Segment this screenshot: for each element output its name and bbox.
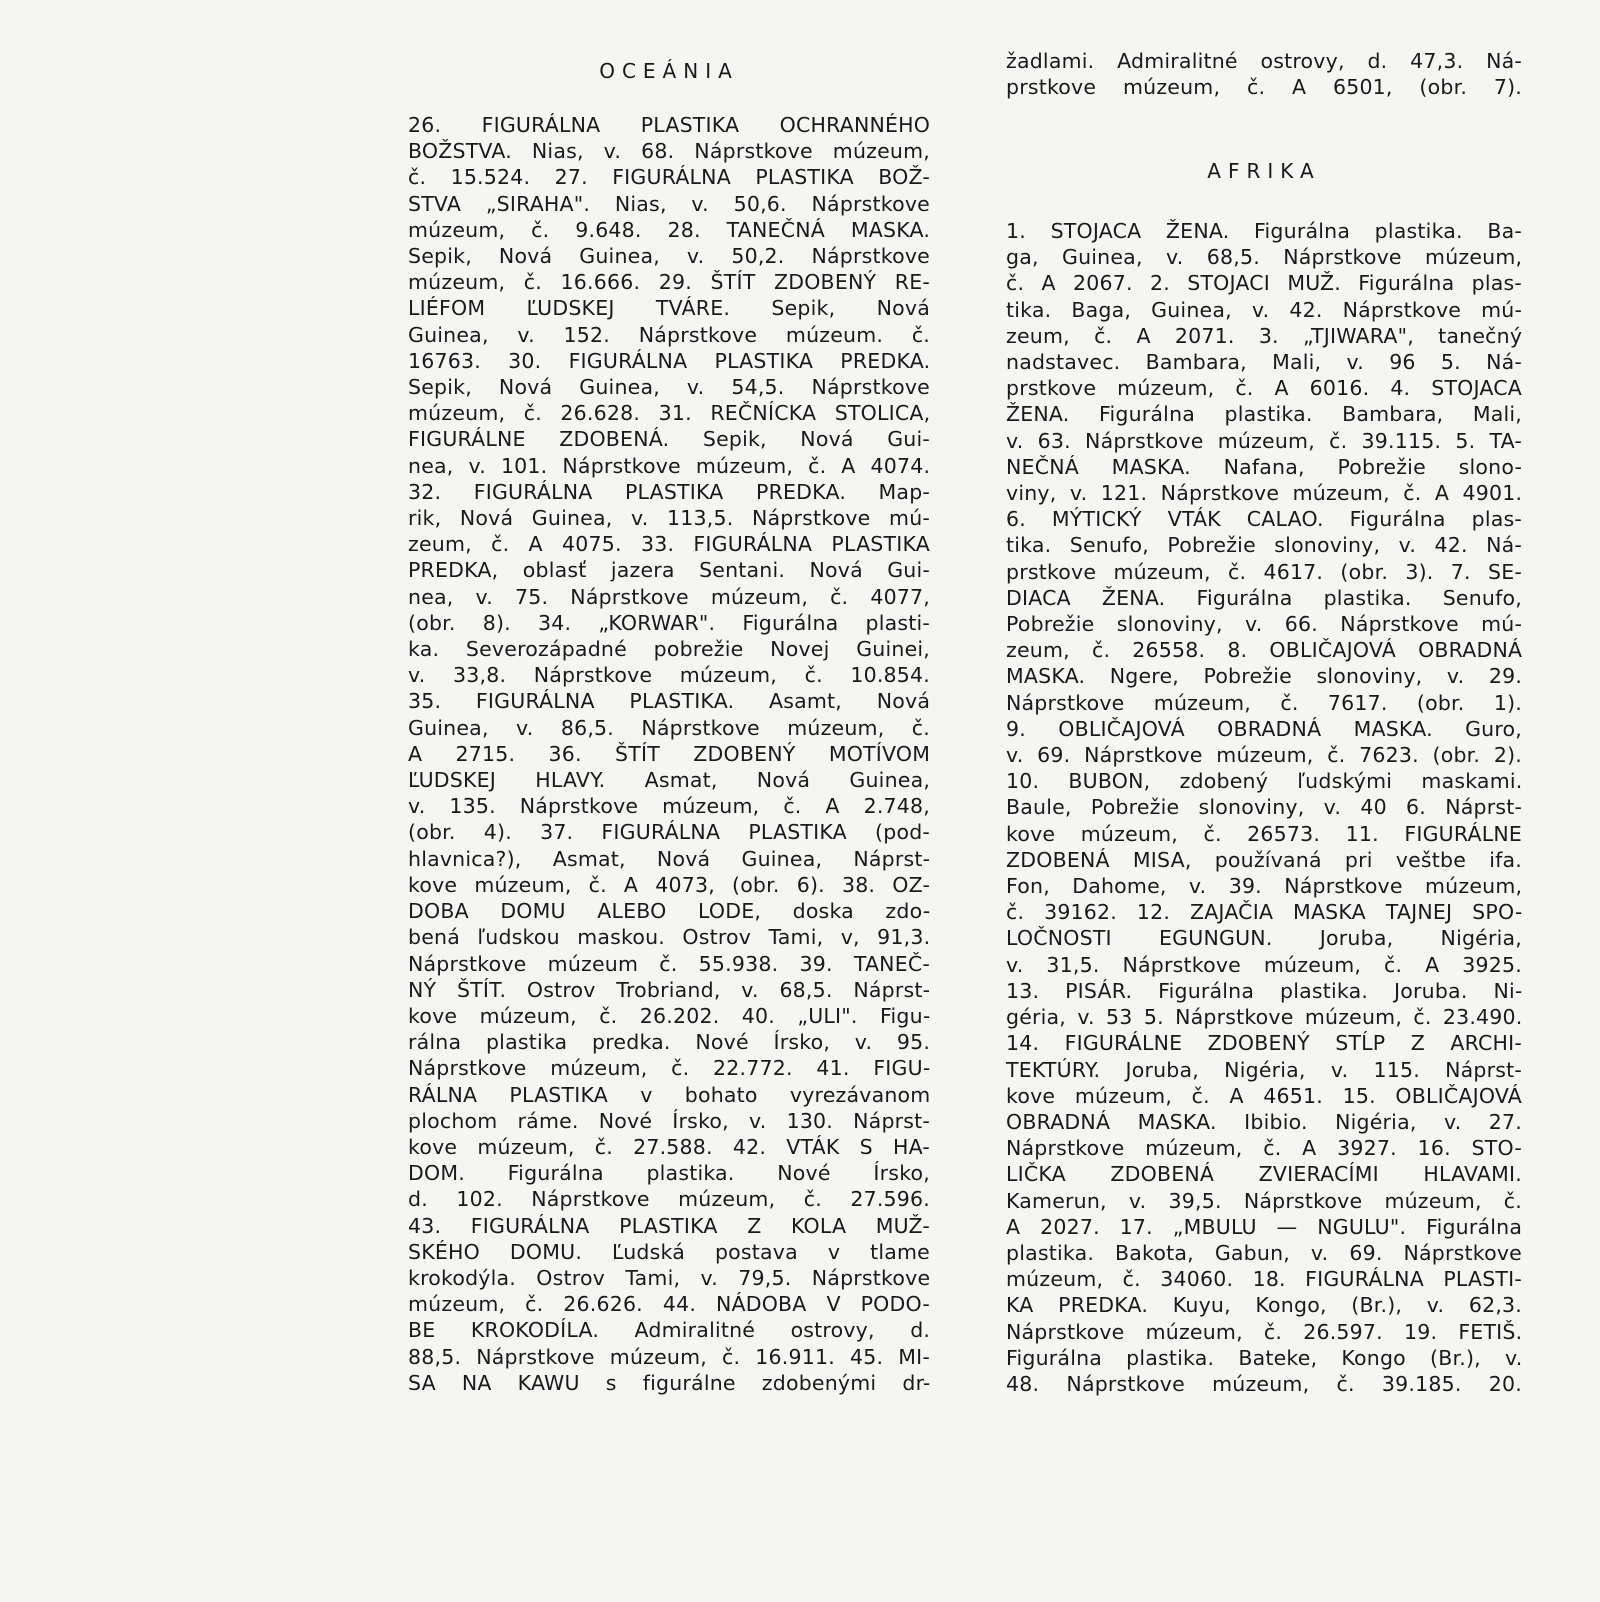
text-line: hlavnica?), Asmat, Nová Guinea, Náprst- [408,846,931,871]
text-line: Sepik, Nová Guinea, v. 54,5. Náprstkove [408,375,930,400]
text-line: géria, v. 53 5. Náprstkove múzeum, č. 23.490. [1006,1005,1523,1030]
text-line: OBRADNÁ MASKA. Ibibio. Nigéria, v. 27. [1006,1109,1522,1134]
text-line: kove múzeum, č. A 4651. 15. OBLIČAJOVÁ [1006,1083,1522,1108]
text-line: prstkove múzeum, č. A 6016. 4. STOJACA [1006,376,1522,401]
text-line: NEČNÁ MASKA. Nafana, Pobrežie slono- [1006,454,1523,479]
text-line: A 2027. 17. „MBULU — NGULU". Figurálna [1006,1214,1523,1239]
text-line: nadstavec. Bambara, Mali, v. 96 5. Ná- [1006,350,1522,375]
text-line: STVA „SIRAHA". Nias, v. 50,6. Náprstkove [408,191,930,216]
text-line: RÁLNA PLASTIKA v bohato vyrezávanom [408,1082,931,1107]
text-line: NÝ ŠTÍT. Ostrov Trobriand, v. 68,5. Náprst- [408,977,931,1002]
text-line: 9. OBLIČAJOVÁ OBRADNÁ MASKA. Guro, [1006,716,1522,741]
text-line: d. 102. Náprstkove múzeum, č. 27.596. [408,1187,930,1212]
text-line: plastika. Bakota, Gabun, v. 69. Náprstkove [1006,1240,1522,1265]
text-line: rálna plastika predka. Nové Írsko, v. 95. [408,1030,931,1055]
text-line: zeum, č. A 4075. 33. FIGURÁLNA PLASTIKA [408,532,930,557]
text-line: v. 31,5. Náprstkove múzeum, č. A 3925. [1006,952,1522,977]
text-line: múzeum, č. 26.626. 44. NÁDOBA V PODO- [408,1292,930,1317]
text-line: nea, v. 75. Náprstkove múzeum, č. 4077, [408,584,931,609]
text-line: v. 135. Náprstkove múzeum, č. A 2.748, [408,794,930,819]
text-line: Baule, Pobrežie slonoviny, v. 40 6. Náprst- [1006,795,1523,820]
text-line: tika. Senufo, Pobrežie slonoviny, v. 42. Ná- [1006,533,1522,558]
text-line: rik, Nová Guinea, v. 113,5. Náprstkove mú- [408,506,930,531]
text-line: Kamerun, v. 39,5. Náprstkove múzeum, č. [1006,1188,1522,1213]
text-line: ŽENA. Figurálna plastika. Bambara, Mali, [1006,402,1522,427]
text-line: v. 33,8. Náprstkove múzeum, č. 10.854. [408,663,930,688]
text-line: SA NA KAWU s figurálne zdobenými dr- [408,1370,931,1395]
text-line: A 2715. 36. ŠTÍT ZDOBENÝ MOTÍVOM [408,741,931,766]
text-line: ka. Severozápadné pobrežie Novej Guinei, [408,637,930,662]
text-line: múzeum, č. 9.648. 28. TANEČNÁ MASKA. [408,217,931,242]
text-line: prstkove múzeum, č. A 6501, (obr. 7). [1006,75,1522,100]
text-line: 14. FIGURÁLNE ZDOBENÝ STĹP Z ARCHI- [1006,1031,1522,1056]
text-line: kove múzeum, č. 27.588. 42. VTÁK S HA- [408,1134,930,1159]
continuation-column [1006,48,1522,100]
text-line: 26. FIGURÁLNA PLASTIKA OCHRANNÉHO [408,113,931,137]
text-line: LIÉFOM ĽUDSKEJ TVÁRE. Sepik, Nová [408,296,930,321]
text-line: tika. Baga, Guinea, v. 42. Náprstkove mú- [1006,297,1523,322]
text-line: 16763. 30. FIGURÁLNA PLASTIKA PREDKA. [408,348,931,373]
text-line: (obr. 8). 34. „KORWAR". Figurálna plasti- [408,610,931,635]
text-line: BE KROKODÍLA. Admiralitné ostrovy, d. [408,1318,931,1343]
text-line: č. 39162. 12. ZAJAČIA MASKA TAJNEJ SPO- [1006,900,1523,925]
text-line: kove múzeum, č. 26573. 11. FIGURÁLNE [1006,821,1523,846]
text-line: DOM. Figurálna plastika. Nové Írsko, [408,1161,930,1186]
text-line: Náprstkove múzeum, č. 26.597. 19. FETIŠ. [1006,1319,1523,1344]
text-line: v. 63. Náprstkove múzeum, č. 39.115. 5. TA- [1006,428,1522,453]
text-line: zeum, č. 26558. 8. OBLIČAJOVÁ OBRADNÁ [1006,638,1523,663]
text-line: zeum, č. A 2071. 3. „TJIWARA", tanečný [1006,323,1523,348]
text-line: múzeum, č. 34060. 18. FIGURÁLNA PLASTI- [1006,1267,1522,1292]
text-line: 43. FIGURÁLNA PLASTIKA Z KOLA MUŽ- [408,1213,930,1238]
text-line: 13. PISÁR. Figurálna plastika. Joruba. Ni- [1006,978,1523,1003]
text-line: krokodýla. Ostrov Tami, v. 79,5. Náprstkove [408,1265,931,1290]
text-line: Náprstkove múzeum, č. A 3927. 16. STO- [1006,1136,1522,1161]
text-line: LIČKA ZDOBENÁ ZVIERACÍMI HLAVAMI. [1006,1162,1522,1187]
text-line: FIGURÁLNE ZDOBENÁ. Sepik, Nová Gui- [408,427,930,452]
text-line: Sepik, Nová Guinea, v. 50,2. Náprstkove [408,244,930,269]
text-line: kove múzeum, č. 26.202. 40. „ULI". Figu- [408,1003,931,1028]
afrika-heading: AFRIKA [1207,159,1321,183]
text-line: bená ľudskou maskou. Ostrov Tami, v, 91,3. [408,925,931,950]
text-line: ga, Guinea, v. 68,5. Náprstkove múzeum, [1006,245,1523,270]
text-line: č. 15.524. 27. FIGURÁLNA PLASTIKA BOŽ- [408,165,930,190]
text-line: v. 69. Náprstkove múzeum, č. 7623. (obr. 2). [1006,743,1523,768]
text-line: DOBA DOMU ALEBO LODE, doska zdo- [408,899,931,924]
text-line: č. A 2067. 2. STOJACI MUŽ. Figurálna plas- [1006,271,1522,296]
text-line: Náprstkove múzeum č. 55.938. 39. TANEČ- [408,951,930,976]
text-line: Figurálna plastika. Bateke, Kongo (Br.), v. [1006,1345,1523,1370]
text-line: Pobrežie slonoviny, v. 66. Náprstkove mú- [1006,612,1523,637]
text-line: viny, v. 121. Náprstkove múzeum, č. A 4901. [1006,481,1523,506]
text-line: SKÉHO DOMU. Ľudská postava v tlame [408,1239,930,1264]
text-line: múzeum, č. 16.666. 29. ŠTÍT ZDOBENÝ RE- [408,270,930,295]
text-line: kove múzeum, č. A 4073, (obr. 6). 38. OZ- [408,872,931,897]
text-line: 35. FIGURÁLNA PLASTIKA. Asamt, Nová [408,689,931,714]
text-line: Fon, Dahome, v. 39. Náprstkove múzeum, [1006,874,1523,899]
text-line: PREDKA, oblasť jazera Sentani. Nová Gui- [408,558,930,583]
text-line: žadlami. Admiralitné ostrovy, d. 47,3. Ná- [1006,49,1522,73]
text-line: KA PREDKA. Kuyu, Kongo, (Br.), v. 62,3. [1006,1293,1522,1318]
text-line: Náprstkove múzeum, č. 22.772. 41. FIGU- [408,1056,931,1081]
text-line: múzeum, č. 26.628. 31. REČNÍCKA STOLICA, [408,401,931,426]
text-line: TEKTÚRY. Joruba, Nigéria, v. 115. Náprst- [1006,1057,1522,1082]
text-line: BOŽSTVA. Nias, v. 68. Náprstkove múzeum, [408,139,930,164]
text-line: (obr. 4). 37. FIGURÁLNA PLASTIKA (pod- [408,820,930,845]
text-line: 88,5. Náprstkove múzeum, č. 16.911. 45. MI- [408,1344,930,1369]
text-line: 10. BUBON, zdobený ľudskými maskami. [1006,769,1523,794]
text-line: Guinea, v. 86,5. Náprstkove múzeum, č. [408,715,930,740]
text-line: ĽUDSKEJ HLAVY. Asmat, Nová Guinea, [408,768,931,793]
text-line: DIACA ŽENA. Figurálna plastika. Senufo, [1006,585,1522,610]
oceania-heading: OCEÁNIA [599,59,739,83]
text-line: nea, v. 101. Náprstkove múzeum, č. A 4074. [408,453,931,478]
text-line: ZDOBENÁ MISA, používaná pri veštbe ifa. [1006,847,1522,872]
text-line: LOČNOSTI EGUNGUN. Joruba, Nigéria, [1006,926,1522,951]
text-line: MASKA. Ngere, Pobrežie slonoviny, v. 29. [1006,664,1523,689]
text-line: 6. MÝTICKÝ VTÁK CALAO. Figurálna plas- [1006,507,1522,532]
text-line: prstkove múzeum, č. 4617. (obr. 3). 7. SE- [1006,559,1522,584]
oceania-column [408,112,930,1396]
text-line: 32. FIGURÁLNA PLASTIKA PREDKA. Map- [408,479,930,504]
text-line: plochom ráme. Nové Írsko, v. 130. Náprst- [408,1108,930,1133]
text-line: 1. STOJACA ŽENA. Figurálna plastika. Ba- [1006,219,1522,243]
text-line: Guinea, v. 152. Náprstkove múzeum. č. [408,322,931,347]
text-line: 48. Náprstkove múzeum, č. 39.185. 20. [1006,1371,1522,1396]
text-line: Náprstkove múzeum, č. 7617. (obr. 1). [1006,690,1522,715]
afrika-column [1006,218,1522,1397]
